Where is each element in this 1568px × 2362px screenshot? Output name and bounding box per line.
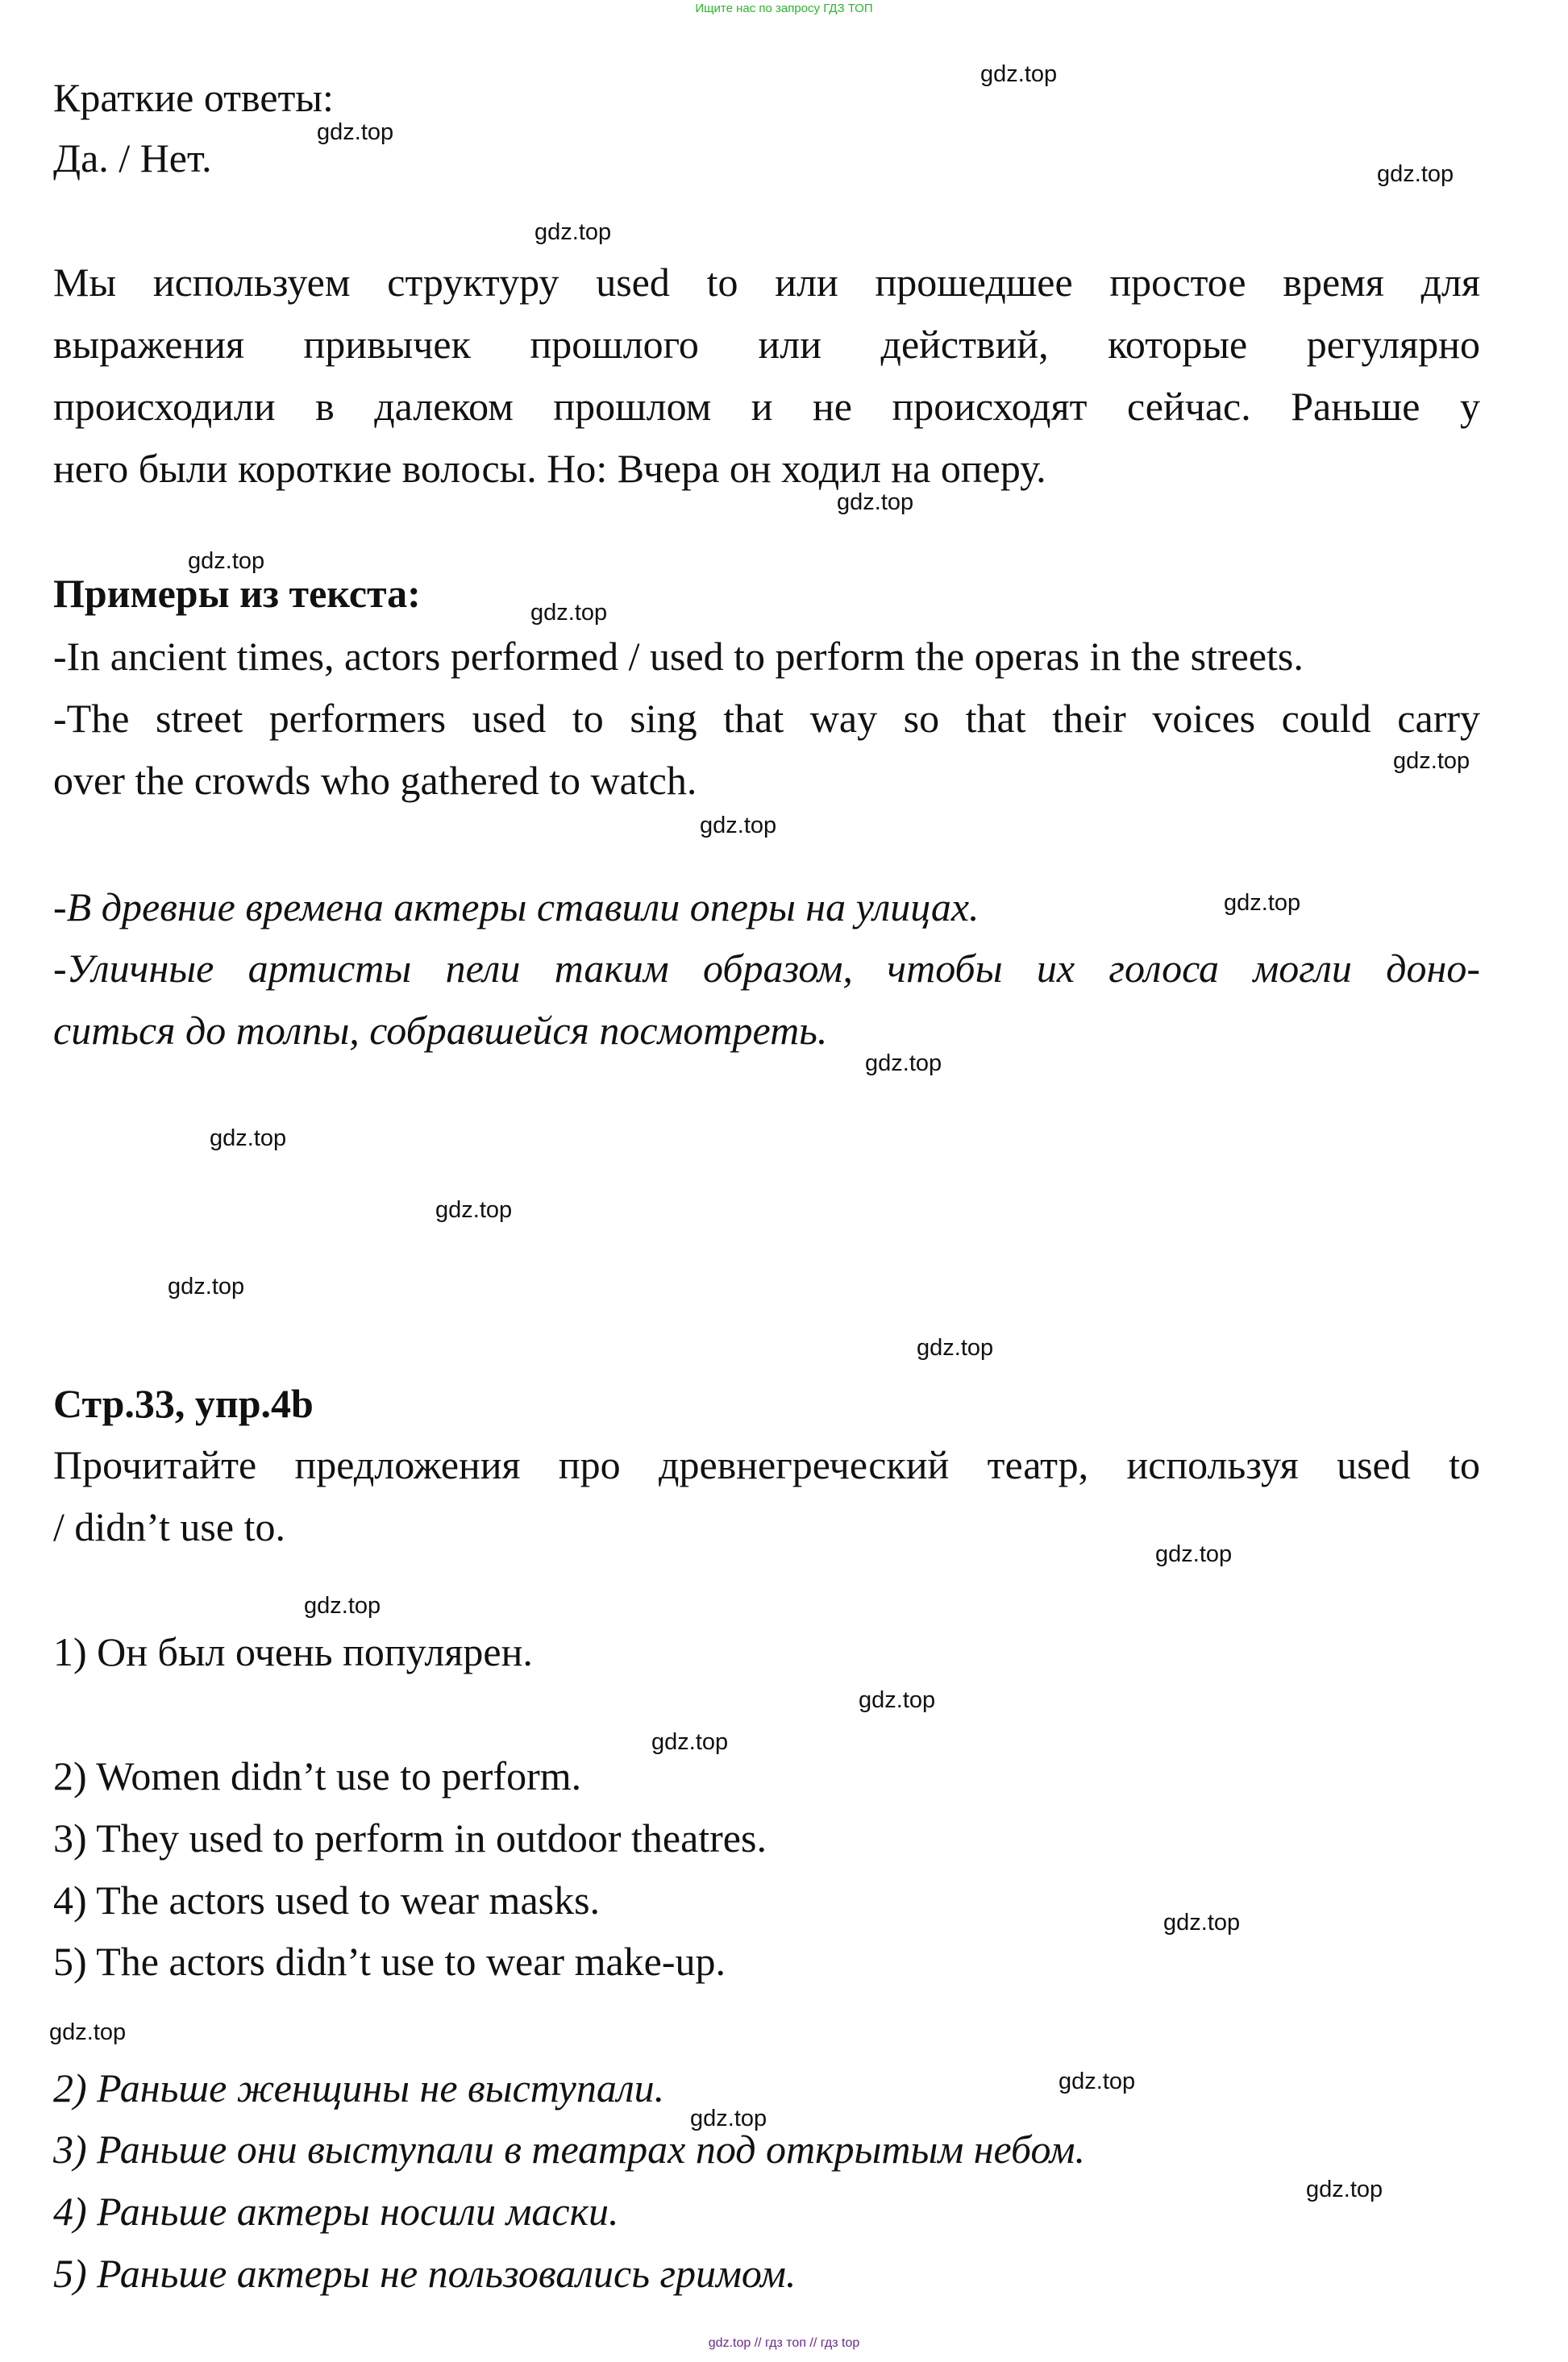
example-english-line: -In ancient times, actors performed / used to perform the operas in the streets.: [53, 634, 1304, 679]
exercise-english-item: 4) The actors used to wear masks.: [53, 1878, 601, 1923]
short-answers-value: Да. / Нет.: [53, 135, 212, 181]
examples-heading: Примеры из текста:: [53, 571, 421, 616]
example-russian-line: ситься до толпы, собравшейся посмотреть.: [53, 1008, 828, 1053]
watermark: gdz.top: [865, 1050, 942, 1076]
exercise-task-line: / didn’t use to.: [53, 1504, 285, 1549]
watermark: gdz.top: [435, 1197, 513, 1223]
exercise-russian-item: 3) Раньше они выступали в театрах под открытым небом.: [53, 2127, 1086, 2172]
exercise-russian-item: 5) Раньше актеры не пользовались гримом.: [53, 2251, 796, 2296]
example-english-line: over the crowds who gathered to watch.: [53, 758, 697, 803]
watermark: gdz.top: [534, 219, 612, 245]
top-banner: Ищите нас по запросу ГДЗ ТОП: [695, 2, 873, 15]
explanation-line: происходили в далеком прошлом и не происходят сейчас. Раньше у: [53, 384, 1480, 429]
watermark: gdz.top: [690, 2106, 767, 2131]
exercise-russian-item: 4) Раньше актеры носили маски.: [53, 2189, 619, 2234]
explanation-line: него были короткие волосы. Но: Вчера он ходил на оперу.: [53, 446, 1046, 491]
exercise-english-item: 3) They used to perform in outdoor theatres.: [53, 1815, 767, 1861]
explanation-line: выражения привычек прошлого или действий, которые регулярно: [53, 322, 1480, 367]
explanation-line: Мы используем структуру used to или прошедшее простое время для: [53, 260, 1480, 305]
exercise-russian-item: 2) Раньше женщины не выступали.: [53, 2065, 665, 2110]
exercise-item-1: 1) Он был очень популярен.: [53, 1629, 533, 1674]
footer-links: gdz.top // гдз топ // гдз top: [708, 2336, 860, 2350]
watermark: gdz.top: [980, 61, 1058, 87]
watermark: gdz.top: [188, 548, 265, 574]
watermark: gdz.top: [530, 600, 608, 626]
watermark: gdz.top: [651, 1729, 729, 1755]
watermark: gdz.top: [1306, 2177, 1383, 2202]
exercise-title: Стр.33, упр.4b: [53, 1381, 314, 1426]
watermark: gdz.top: [1059, 2069, 1136, 2094]
watermark: gdz.top: [1377, 161, 1454, 187]
watermark: gdz.top: [917, 1335, 994, 1361]
watermark: gdz.top: [1393, 748, 1470, 774]
watermark: gdz.top: [210, 1125, 287, 1151]
watermark: gdz.top: [304, 1593, 381, 1619]
watermark: gdz.top: [49, 2019, 127, 2045]
example-russian-line: -В древние времена актеры ставили оперы на улицах.: [53, 884, 979, 929]
exercise-english-item: 2) Women didn’t use to perform.: [53, 1753, 582, 1799]
watermark: gdz.top: [837, 489, 914, 515]
watermark: gdz.top: [317, 119, 394, 145]
watermark: gdz.top: [1224, 890, 1301, 916]
exercise-english-item: 5) The actors didn’t use to wear make-up.: [53, 1939, 726, 1984]
watermark: gdz.top: [700, 813, 777, 838]
example-english-line: -The street performers used to sing that way so that their voices could carry: [53, 696, 1480, 741]
watermark: gdz.top: [1163, 1910, 1241, 1936]
exercise-task-line: Прочитайте предложения про древнегреческий театр, используя used to: [53, 1442, 1480, 1487]
watermark: gdz.top: [1155, 1541, 1233, 1567]
watermark: gdz.top: [168, 1274, 245, 1300]
example-russian-line: -Уличные артисты пели таким образом, чтобы их голоса могли доно-: [53, 946, 1480, 991]
short-answers-label: Краткие ответы:: [53, 75, 334, 120]
watermark: gdz.top: [859, 1687, 936, 1713]
